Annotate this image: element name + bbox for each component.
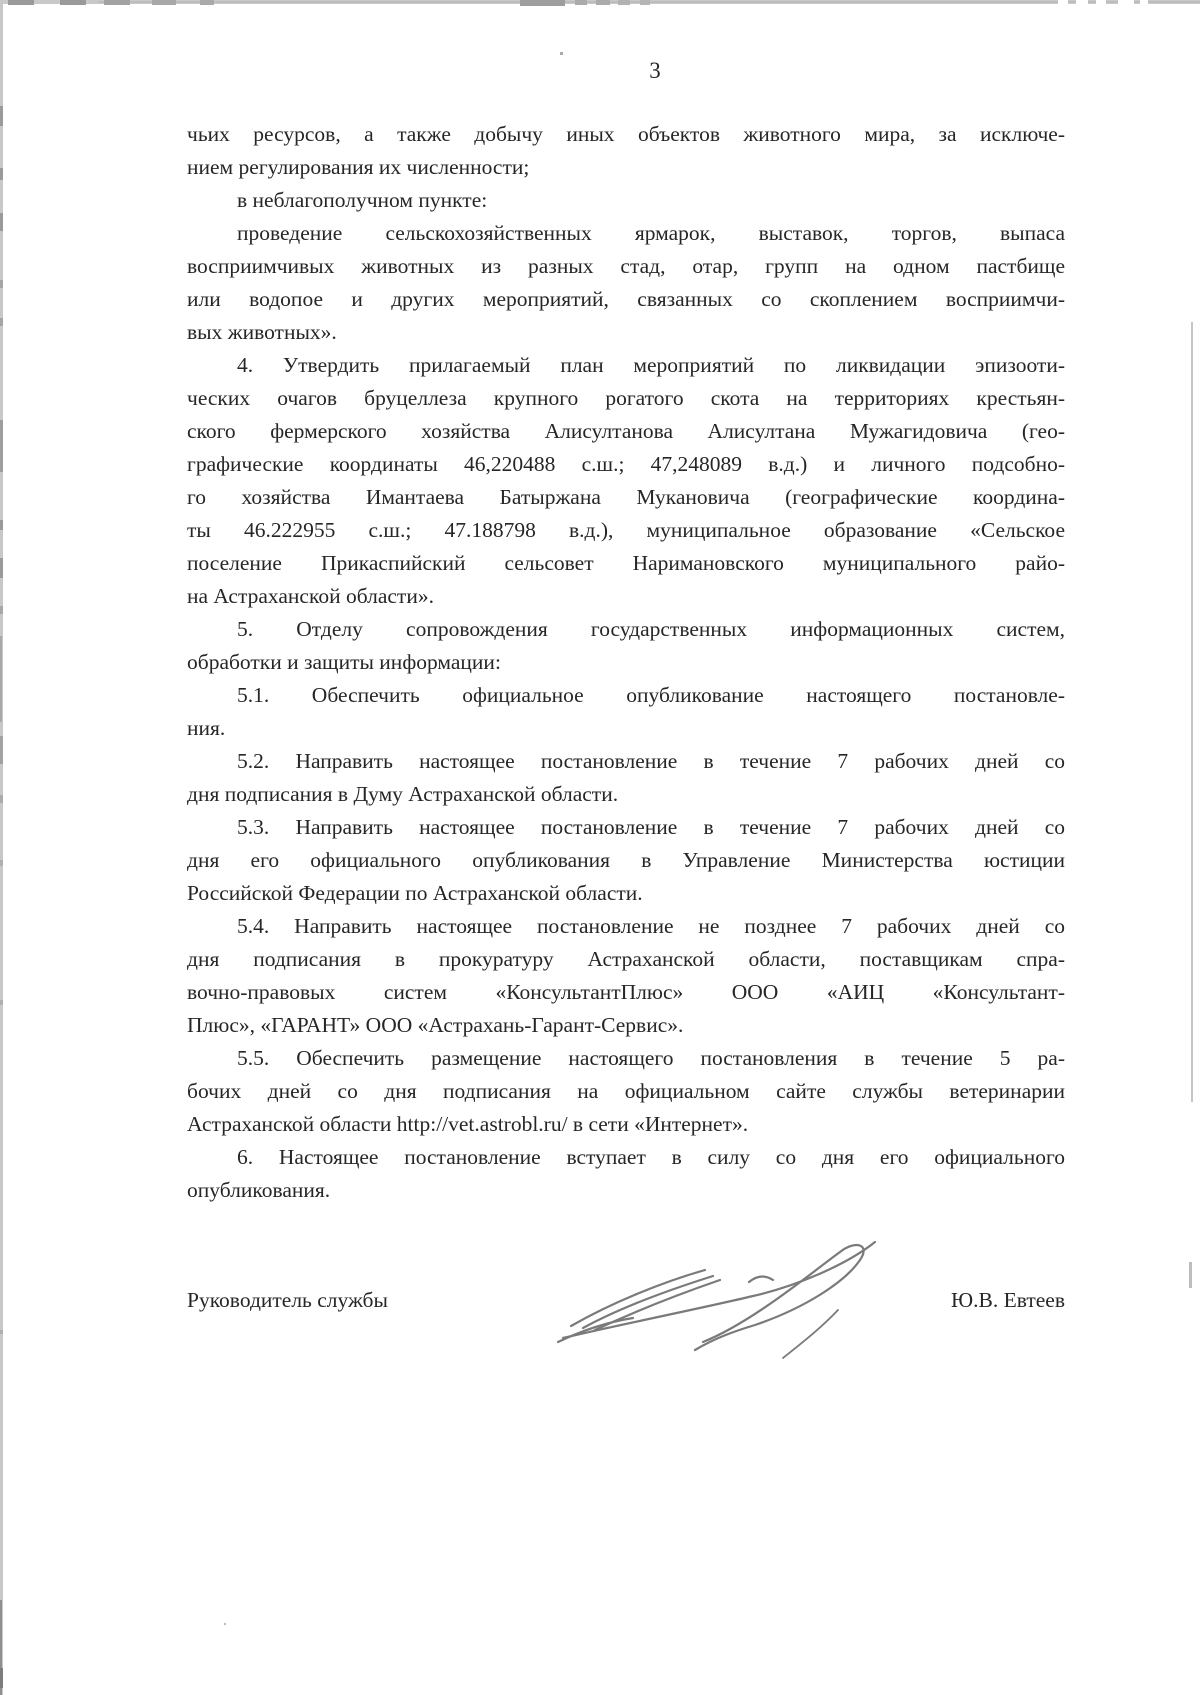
scan-artifact (1096, 0, 1106, 4)
text-line: восприимчивых животных из разных стад, отар, групп на одном пастбище (187, 254, 1065, 278)
page-number: 3 (649, 58, 661, 83)
text-line: обработки и защиты информации: (187, 650, 501, 674)
scan-artifact (0, 606, 3, 614)
scan-artifact (1191, 322, 1193, 1102)
text-line: или водопое и других мероприятий, связанных со скоплением восприимчи- (187, 287, 1065, 311)
signature-scribble (553, 1230, 885, 1360)
signatory-title: Руководитель службы (187, 1288, 388, 1312)
scan-artifact (0, 1330, 3, 1334)
text-line: 4. Утвердить прилагаемый план мероприятий по ликвидации эпизооти- (237, 353, 1065, 377)
text-line: ния. (187, 716, 226, 740)
scan-artifact (618, 0, 630, 5)
scan-artifact (1140, 0, 1148, 4)
scan-artifact (0, 1000, 3, 1005)
scan-artifact (1076, 0, 1088, 4)
text-line: опубликования. (187, 1178, 331, 1202)
scan-artifact (104, 0, 130, 5)
text-line: вых животных». (187, 320, 337, 344)
scan-artifact (200, 0, 214, 5)
text-line: ского фермерского хозяйства Алисултанова Алисултана Мужагидовича (гео- (187, 419, 1065, 443)
text-line: нием регулирования их численности; (187, 155, 530, 179)
scan-artifact (0, 318, 3, 326)
scan-artifact (1189, 1262, 1192, 1288)
scan-artifact (0, 0, 3, 1695)
scan-artifact (224, 1623, 226, 1625)
scan-artifact (0, 168, 3, 180)
text-line: Плюс», «ГАРАНТ» ООО «Астрахань-Гарант-Сервис». (187, 1013, 684, 1037)
document-body (187, 118, 1065, 1207)
text-line: 5.3. Направить настоящее постановление в течение 7 рабочих дней со (237, 815, 1065, 839)
text-line: чьих ресурсов, а также добычу иных объектов животного мира, за исключе- (187, 122, 1065, 146)
scan-artifact (0, 106, 3, 126)
scan-artifact (0, 558, 3, 578)
text-line: Российской Федерации по Астраханской области. (187, 881, 643, 905)
text-line: на Астраханской области». (187, 584, 434, 608)
scan-artifact (1118, 0, 1134, 4)
scan-artifact (520, 0, 565, 6)
text-line: дня подписания в прокуратуру Астраханской области, поставщикам спра- (187, 947, 1065, 971)
scan-artifact (0, 280, 3, 288)
scan-artifact (596, 0, 610, 5)
text-line: в неблагополучном пункте: (237, 188, 488, 212)
text-line: 5. Отделу сопровождения государственных информационных систем, (237, 617, 1065, 641)
scan-artifact (60, 0, 86, 5)
text-line: проведение сельскохозяйственных ярмарок, выставок, торгов, выпаса (237, 221, 1065, 245)
text-line: 5.4. Направить настоящее постановление не позднее 7 рабочих дней со (237, 914, 1065, 938)
scan-artifact (575, 0, 587, 5)
text-line: 5.1. Обеспечить официальное опубликование настоящего постановле- (237, 683, 1065, 707)
text-line: дня его официального опубликования в Управление Министерства юстиции (187, 848, 1065, 872)
scan-artifact (0, 1668, 3, 1688)
text-line: бочих дней со дня подписания на официальном сайте службы ветеринарии (187, 1079, 1065, 1103)
scan-artifact (0, 420, 3, 472)
scan-artifact (0, 795, 3, 803)
scan-artifact (640, 0, 650, 5)
scan-artifact (1058, 0, 1068, 4)
text-line: графические координаты 46,220488 с.ш.; 47,248089 в.д.) и личного подсобно- (187, 452, 1065, 476)
text-line: Астраханской области http://vet.astrobl.ru/ в сети «Интернет». (187, 1112, 749, 1136)
scan-artifact (0, 520, 3, 530)
scan-artifact (0, 213, 3, 231)
scan-artifact (0, 736, 3, 764)
text-line: ты 46.222955 с.ш.; 47.188798 в.д.), муниципальное образование «Сельское (187, 518, 1065, 542)
text-line: 5.5. Обеспечить размещение настоящего постановления в течение 5 ра- (237, 1046, 1065, 1070)
text-line: 5.2. Направить настоящее постановление в течение 7 рабочих дней со (237, 749, 1065, 773)
text-line: ческих очагов бруцеллеза крупного рогатого скота на территориях крестьян- (187, 386, 1065, 410)
scan-artifact (8, 0, 34, 5)
scan-artifact (0, 636, 2, 722)
text-line: 6. Настоящее постановление вступает в силу со дня его официального (237, 1145, 1065, 1169)
text-line: вочно-правовых систем «КонсультантПлюс» ООО «АИЦ «Консультант- (187, 980, 1065, 1004)
text-line: го хозяйства Имантаева Батыржана Мукановича (географические координа- (187, 485, 1065, 509)
scan-artifact (0, 860, 3, 866)
scan-artifact (152, 0, 176, 5)
text-line: дня подписания в Думу Астраханской области. (187, 782, 619, 806)
signatory-name: Ю.В. Евтеев (951, 1288, 1065, 1312)
text-line: поселение Прикаспийский сельсовет Наримановского муниципального райо- (187, 551, 1065, 575)
scan-artifact (560, 52, 563, 55)
